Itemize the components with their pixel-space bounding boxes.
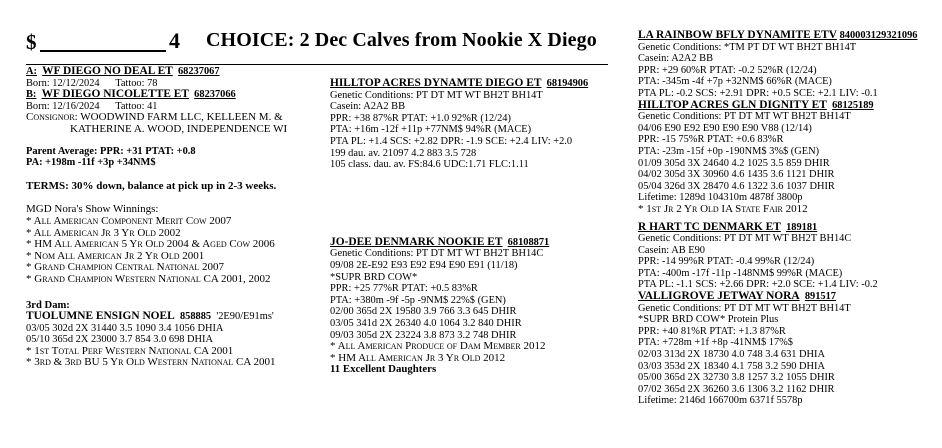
ancestor-block [638,222,938,292]
column-pedigree-sire-dam [330,66,626,376]
list-item: * HM All American Jr 3 Yr Old 2012 [330,351,506,364]
third-dam-score: '2E90/E91ms' [216,311,274,323]
price-symbol: $ [26,30,37,54]
show-winnings-list [26,216,322,286]
record-row: 09/03 305d 2X 23224 3.8 873 3.2 748 DHIR [330,329,517,341]
entry-b-reg: 68237066 [194,89,236,101]
consignor-line-2: KATHERINE A. WOOD, INDEPENDENCE WI [70,122,288,135]
detail-row: PPR: +29 60%R PTAT: -0.2 52%R (12/24) [638,64,817,76]
ancestor-reg: 891517 [804,291,836,303]
entry-a-reg: 68237067 [177,66,220,77]
entry-b-name: WF DIEGO NICOLETTE ET [41,88,189,101]
third-dam-reg: 858885 [179,311,212,323]
record-row: 05/04 326d 3X 28470 4.6 1322 3.6 1037 DHIR [638,180,835,192]
detail-row: 09/08 2E-E92 E93 E92 E94 E90 E91 (11/18) [330,259,518,271]
ancestor-name: HILLTOP ACRES GLN DIGNITY ET [638,98,827,111]
detail-row: PPR: +38 87%R PTAT: +1.0 92%R (12/24) [330,112,511,124]
detail-row: PPR: -14 99%R PTAT: -0.4 99%R (12/24) [638,256,815,268]
detail-row: PTA: +16m -12f +11p +77NM$ 94%R (MACE) [330,124,532,136]
sire-name: HILLTOP ACRES DYNAMTE DIEGO ET [330,77,542,89]
detail-row: *SUPR BRD COW* Protein Plus [638,314,779,326]
detail-row: Genetic Conditions: PT DT MT WT BH2T BH14T [638,111,851,123]
record-row: 05/00 365d 2X 32730 3.8 1257 3.2 1055 DHIR [638,372,835,384]
detail-row: Genetic Conditions: PT DT MT WT BH2T BH14T [638,302,851,314]
lot-header [26,28,626,62]
list-item: * HM All American 5 Yr Old 2004 & Aged Cow 2006 [26,238,275,251]
ancestor-block [638,30,938,100]
entry-b-label: B: [26,89,37,101]
list-item: * Nom All American Jr 2 Yr Old 2001 [26,249,205,262]
detail-row: PPR: +40 81%R PTAT: +1.3 87%R [638,325,786,337]
entry-b-tattoo: Tattoo: 41 [115,100,158,112]
excellent-daughters: 11 Excellent Daughters [330,363,437,376]
detail-row: Genetic Conditions: PT DT MT WT BH2T BH14C [330,248,544,260]
detail-row: PTA: -400m -17f -11p -148NM$ 99%R (MACE) [638,267,843,279]
entry-a-born: Born: 12/12/2024 [26,77,100,89]
detail-row: PTA: +380m -9f -5p -9NM$ 22%$ (GEN) [330,294,506,306]
terms: TERMS: 30% down, balance at pick up in 2-3 weeks. [26,179,277,192]
detail-row: PPR: +25 77%R PTAT: +0.5 83%R [330,283,478,295]
ancestor-block [638,291,938,407]
detail-row: Casein: AB E90 [638,244,705,256]
ancestor-name: R HART TC DENMARK ET [638,220,781,233]
record-row: 02/00 365d 2X 19580 3.9 766 3.3 645 DHIR [330,306,517,318]
ancestor-reg: 189181 [786,221,818,233]
entry-a-tattoo: Tattoo: 78 [115,77,158,89]
ancestor-block [638,100,938,216]
list-item: * 1st Jr 2 Yr Old IA State Fair 2012 [638,202,808,215]
column-ancestors [638,30,938,407]
page-title: CHOICE: 2 Dec Calves from Nookie X Diego [206,29,597,51]
ancestor-reg: 68125189 [832,99,874,111]
ancestor-name: LA RAINBOW BFLY DYNAMITE ETV [638,29,837,41]
detail-row: Genetic Conditions: *TM PT DT WT BH2T BH14T [638,41,857,53]
detail-row: PTA PL: -1.1 SCS: +2.66 DPR: +2.0 SCE: +1.4 LIV: -0.2 [638,279,878,291]
detail-row: 04/06 E90 E92 E90 E90 E90 V88 (12/14) [638,122,812,134]
parent-average: Parent Average: PPR: +31 PTAT: +0.8 [26,145,196,157]
sire-reg: 68194906 [546,78,589,89]
list-item: * Grand Champion Central National 2007 [26,261,225,274]
record-row: 04/02 305d 3X 30960 4.6 1435 3.6 1121 DHIR [638,169,835,181]
detail-row: 105 class. dau. av. FS:84.6 UDC:1.71 FLC:1.11 [330,159,529,171]
detail-row: PTA PL: +1.4 SCS: +2.82 DPR: -1.9 SCE: +2.4 LIV: +2.0 [330,135,573,147]
consignor-line-1: Consignor: WOODWIND FARM LLC, KELLEEN M. & [26,111,283,124]
third-dam-name: TUOLUMNE ENSIGN NOEL [26,310,175,323]
entry-a-name: WF DIEGO NO DEAL ET [42,65,173,77]
record-row: 03/05 302d 2X 31440 3.5 1090 3.4 1056 DHIA [26,322,224,334]
detail-row: Genetic Conditions: PT DT MT WT BH2T BH14C [638,233,852,245]
dam-name: JO-DEE DENMARK NOOKIE ET [330,235,503,248]
detail-row: PTA: +728m +1f +8p -41NM$ 17%$ [638,337,793,349]
detail-row: PTA PL: -0.2 SCS: +2.91 DPR: +0.5 SCE: +2.1 LIV: -0.1 [638,87,878,99]
record-row: 05/10 365d 2X 23000 3.7 854 3.0 698 DHIA [26,334,214,346]
list-item: * Grand Champion Western National CA 2001, 2002 [26,272,271,285]
detail-row: Casein: A2A2 BB [638,53,714,65]
detail-row: Casein: A2A2 BB [330,101,406,113]
record-row: 02/03 313d 2X 18730 4.0 748 3.4 631 DHIA [638,349,826,361]
price-blank-line [40,50,166,52]
record-row: 07/02 365d 2X 36260 3.6 1306 3.2 1162 DHIR [638,383,835,395]
list-item: * 1st Total Perf Western National CA 2001 [26,344,234,357]
record-row: 03/05 341d 2X 26340 4.0 1064 3.2 840 DHIR [330,317,522,329]
entry-b-born: Born: 12/16/2024 [26,100,100,112]
detail-row: *SUPR BRD COW* [330,271,418,283]
record-row: 03/03 353d 2X 18340 4.1 758 3.2 590 DHIA [638,360,826,372]
list-item: * All American Produce of Dam Member 2012 [330,340,546,353]
list-item: * 3rd & 3rd BU 5 Yr Old Western National CA 2001 [26,356,276,369]
list-item: * All American Jr 3 Yr Old 2002 [26,226,181,239]
show-winnings-header: MGD Nora's Show Winnings: [26,203,159,216]
dam-reg: 68108871 [507,236,550,248]
lifetime-row: Lifetime: 2146d 166700m 6371f 5578p [638,395,803,407]
detail-row: 199 dau. av. 21097 4.2 883 3.5 728 [330,147,477,159]
lifetime-row: Lifetime: 1289d 104310m 4878f 3800p [638,192,803,204]
ancestor-reg: 840003129321096 [839,30,918,41]
list-item: * All American Component Merit Cow 2007 [26,214,232,227]
detail-row: PTA: -23m -15f +0p -190NM$ 3%$ (GEN) [638,145,820,157]
ancestor-name: VALLIGROVE JETWAY NORA [638,290,800,303]
record-row: 01/09 305d 3X 24640 4.2 1025 3.5 859 DHIR [638,157,830,169]
detail-row: PTA: -345m -4f +7p +32NM$ 66%R (MACE) [638,76,832,88]
parent-average-pta: PA: +198m -11f +3p +34NM$ [26,157,156,169]
entry-a-label: A: [26,66,37,77]
lot-number: 4 [169,28,180,53]
detail-row: PPR: -15 75%R PTAT: +0.6 83%R [638,134,784,146]
third-dam-label: 3rd Dam: [26,299,70,311]
detail-row: Genetic Conditions: PT DT MT WT BH2T BH14T [330,89,543,101]
column-consignment [26,66,322,369]
